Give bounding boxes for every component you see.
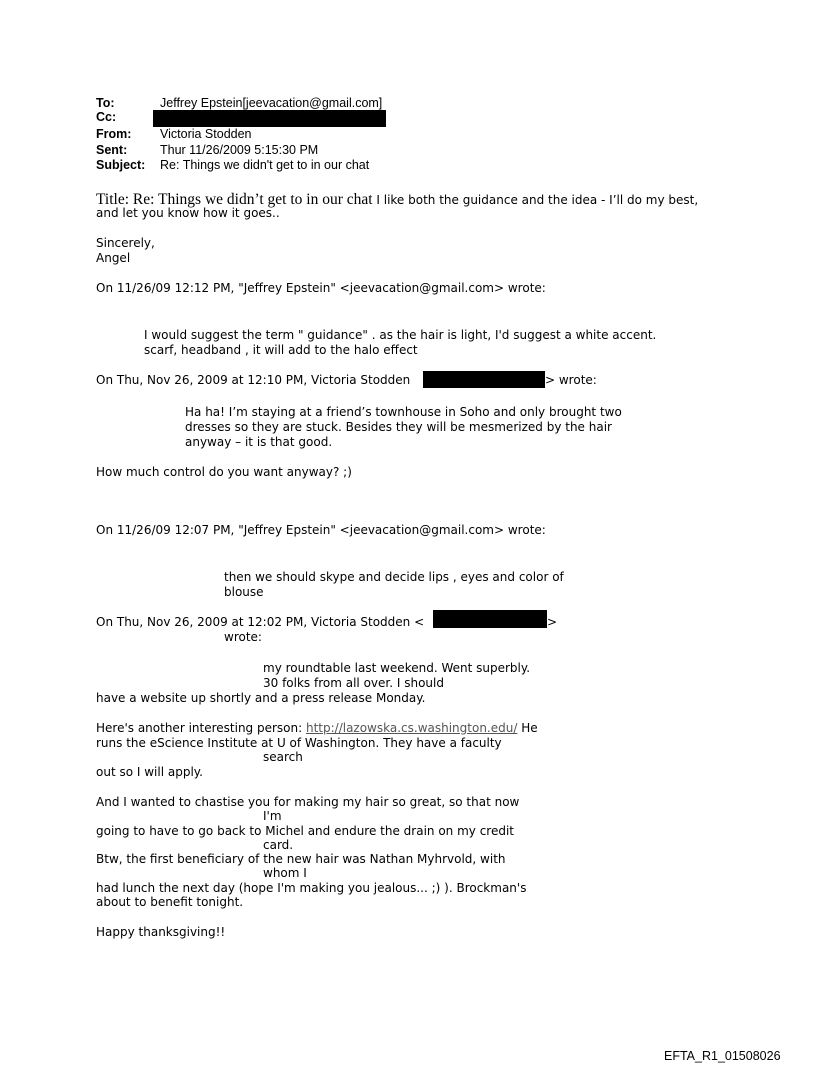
quote3-line-1: then we should skype and decide lips , eyes and color of [224, 570, 564, 584]
p3-line-5: Btw, the first beneficiary of the new hair was Nathan Myhrvold, with [96, 852, 506, 866]
p1-line-1: my roundtable last weekend. Went superbly. [263, 661, 531, 675]
quote1-header: On 11/26/09 12:12 PM, "Jeffrey Epstein" <jeevacation@gmail.com> wrote: [96, 281, 546, 295]
quote2-header-b: > wrote: [545, 373, 597, 387]
sincerely: Sincerely, [96, 236, 155, 250]
sent-label: Sent: [96, 143, 128, 157]
p2-line-1 [96, 721, 538, 736]
quote3-header: On 11/26/09 12:07 PM, "Jeffrey Epstein" <jeevacation@gmail.com> wrote: [96, 523, 546, 537]
p2-line-3: search [263, 750, 303, 764]
from-label: From: [96, 127, 132, 141]
sent-value: Thur 11/26/2009 5:15:30 PM [160, 143, 319, 157]
quote1-line-2: scarf, headband , it will add to the halo effect [144, 343, 418, 357]
closing-line: Happy thanksgiving!! [96, 925, 226, 939]
control-line: How much control do you want anyway? ;) [96, 465, 352, 479]
to-value: Jeffrey Epstein[jeevacation@gmail.com] [160, 96, 383, 110]
redaction-email-1 [423, 371, 545, 388]
p2-line-4: out so I will apply. [96, 765, 203, 779]
quote2-line-2: dresses so they are stuck. Besides they will be mesmerized by the hair [185, 420, 612, 434]
p3-line-2: I'm [263, 809, 282, 823]
p3-line-8: about to benefit tonight. [96, 895, 244, 909]
p3-line-6: whom I [263, 866, 307, 880]
quote4-header-a: On Thu, Nov 26, 2009 at 12:02 PM, Victoria Stodden < [96, 615, 425, 629]
from-value: Victoria Stodden [160, 127, 252, 141]
redaction-cc [153, 110, 386, 127]
subject-label: Subject: [96, 158, 146, 172]
quote4-header-b: > [547, 615, 558, 629]
to-label: To: [96, 96, 115, 110]
p1-line-3: have a website up shortly and a press release Monday. [96, 691, 426, 705]
quote2-line-1: Ha ha! I’m staying at a friend’s townhouse in Soho and only brought two [185, 405, 622, 419]
p2-text-b: He [517, 721, 538, 735]
subject-value: Re: Things we didn't get to in our chat [160, 158, 370, 172]
p2-text-a: Here's another interesting person: [96, 721, 306, 735]
p3-line-4: card. [263, 838, 294, 852]
quote2-header-a: On Thu, Nov 26, 2009 at 12:10 PM, Victoria Stodden [96, 373, 411, 387]
quote1-line-1: I would suggest the term " guidance" . as the hair is light, I'd suggest a white accent. [144, 328, 657, 342]
document-id: EFTA_R1_01508026 [664, 1049, 781, 1063]
title-rest: I like both the guidance and the idea - I’ll do my best, [372, 193, 699, 207]
quote4-wrote: wrote: [224, 630, 262, 644]
lazowska-link[interactable]: http://lazowska.cs.washington.edu/ [305, 721, 518, 735]
p1-line-2: 30 folks from all over. I should [263, 676, 444, 690]
p3-line-1: And I wanted to chastise you for making my hair so great, so that now [96, 795, 520, 809]
quote2-line-3: anyway – it is that good. [185, 435, 333, 449]
p3-line-3: going to have to go back to Michel and endure the drain on my credit [96, 824, 515, 838]
title-serif: Title: Re: Things we didn’t get to in our chat [96, 191, 373, 208]
body-line-2: and let you know how it goes.. [96, 206, 280, 220]
cc-label: Cc: [96, 110, 117, 124]
p3-line-7: had lunch the next day (hope I'm making you jealous... ;) ). Brockman's [96, 881, 527, 895]
quote3-line-2: blouse [224, 585, 264, 599]
p2-line-2: runs the eScience Institute at U of Washington. They have a faculty [96, 736, 502, 750]
signature-angel: Angel [96, 251, 131, 265]
redaction-email-2 [433, 610, 547, 628]
